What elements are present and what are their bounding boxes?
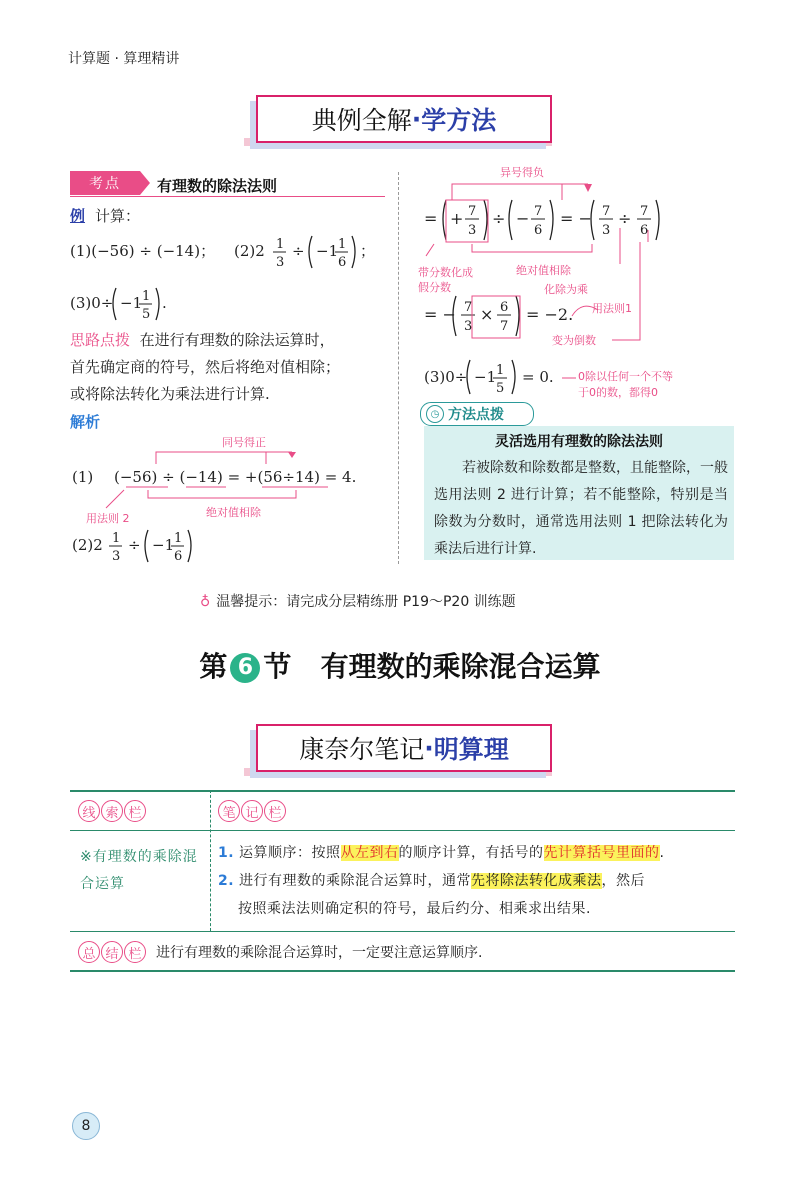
note-mixed-1: 带分数化成 <box>418 266 473 279</box>
note-item-2 <box>218 870 645 890</box>
step2-label: (2)2 <box>72 536 103 554</box>
arrow-mixed <box>426 244 434 256</box>
item2-highlight: 先将除法转化成乘法 <box>471 873 602 889</box>
s3-paren-left <box>467 360 470 394</box>
note-abs-divide: 绝对值相除 <box>206 506 261 519</box>
l1-minus: − <box>516 209 530 228</box>
clue-column-label <box>78 800 147 822</box>
l1-div2: ÷ <box>618 209 632 228</box>
bracket-abs <box>472 244 592 252</box>
q2-frac-b-num: 1 <box>338 237 347 252</box>
s3-frac-num: 1 <box>496 363 505 378</box>
l1-paren1-right <box>484 200 487 240</box>
f4-num: 7 <box>640 204 649 219</box>
note-label-char: 笔 <box>218 800 240 822</box>
step1-label: (1) <box>72 468 94 486</box>
s2-paren-left <box>145 530 148 562</box>
summary-label-char: 结 <box>101 941 123 963</box>
analysis-label: 解析 <box>70 413 101 431</box>
step1-expr: (−56) ÷ (−14) = +(56÷14) = 4. <box>114 468 357 486</box>
question-3-label: (3)0÷ <box>70 294 114 312</box>
s2-frac-a-den: 3 <box>112 549 121 564</box>
question-2-label: (2)2 <box>234 242 265 260</box>
method-body: 若被除数和除数都是整数，且能整除，一般选用法则 2 进行计算；若不能整除，特别是当除数为分数时，通常选用法则 1 把除法转化为乘法后进行计算. <box>434 460 728 557</box>
thinking-text-3: 或将除法转化为乘法进行计算. <box>70 385 270 403</box>
q2-frac-a-num: 1 <box>276 237 285 252</box>
s3-paren-right <box>512 360 515 394</box>
f3-den: 3 <box>602 223 611 238</box>
banner-title-right: 学方法 <box>421 106 497 135</box>
banner2-title-dot: · <box>424 733 434 763</box>
f6-den: 7 <box>500 319 509 334</box>
note-label-char: 栏 <box>264 800 286 822</box>
s2-frac-a-num: 1 <box>112 531 121 546</box>
s2-frac-b-den: 6 <box>174 549 183 564</box>
note-column-label <box>218 800 287 822</box>
bracket-same-sign <box>156 452 266 464</box>
arrow-diff-sign-head <box>584 184 592 192</box>
running-header: 计算题 · 算理精讲 <box>68 51 180 67</box>
line2-result: = −2. <box>526 305 574 324</box>
section-name: 有理数的乘除混合运算 <box>320 650 601 683</box>
q3-end: . <box>162 294 167 312</box>
summary-column-label <box>78 941 147 963</box>
f6-num: 6 <box>500 300 509 315</box>
example-prompt: 计算： <box>95 207 141 225</box>
s3-frac-den: 5 <box>496 381 505 396</box>
page-number: 8 <box>72 1112 100 1140</box>
item1-highlight-2: 先计算括号里面的 <box>543 845 660 861</box>
method-title: 灵活选用有理数的除法法则 <box>495 434 663 450</box>
s2-frac-b-num: 1 <box>174 531 183 546</box>
notes-border-header <box>70 830 735 831</box>
l1-eq2: = − <box>560 209 592 228</box>
item1-text-c: . <box>659 845 665 861</box>
example-questions <box>66 226 396 326</box>
f1-den: 3 <box>468 223 477 238</box>
example-tag: 例 <box>70 207 86 225</box>
q3-neg: −1 <box>120 294 143 312</box>
section-banner-notes <box>256 724 552 772</box>
method-tag <box>420 402 534 426</box>
summary-label-char: 栏 <box>124 941 146 963</box>
f5-den: 3 <box>464 319 473 334</box>
note-item-2-cont: 按照乘法法则确定积的符号，最后约分、相乘求出结果. <box>238 901 591 917</box>
summary-label-char: 总 <box>78 941 100 963</box>
banner2-title-left: 康奈尔笔记 <box>299 735 425 764</box>
thinking-block <box>70 327 390 408</box>
method-tag-label: 方法点拨 <box>448 407 504 423</box>
reminder-text: 温馨提示：请完成分层精练册 P19～P20 训练题 <box>216 594 516 610</box>
thinking-label: 思路点拨 <box>70 331 131 349</box>
note-zero-2: 于0的数，都得0 <box>578 386 658 399</box>
bracket-abs-divide <box>148 490 296 498</box>
notes-border-summary <box>70 931 735 932</box>
notes-column-divider <box>210 790 211 931</box>
thinking-text-2: 首先确定商的符号，然后将绝对值相除； <box>70 358 341 376</box>
q3-frac-den: 5 <box>142 307 151 322</box>
thinking-text-1: 在进行有理数的除法运算时， <box>139 331 335 349</box>
item1-number: 1. <box>218 845 235 861</box>
section-number: 6 <box>230 653 260 683</box>
derivation-step-2 <box>412 160 742 400</box>
q3-paren-right <box>156 288 159 320</box>
item1-text-a: 运算顺序：按照 <box>239 845 341 861</box>
s3-neg: −1 <box>474 368 497 386</box>
l2-times: × <box>480 305 494 324</box>
analysis-step-1 <box>66 432 396 567</box>
note-label-char: 记 <box>241 800 263 822</box>
question-1: (1)(−56) ÷ (−14)； <box>70 242 216 260</box>
clue-label-char: 线 <box>78 800 100 822</box>
note-zero-1: 0除以任何一个不等 <box>578 370 673 383</box>
section-prefix: 第 <box>199 650 228 683</box>
s2-divide: ÷ <box>128 536 141 554</box>
arrow-same-sign-head <box>288 452 296 458</box>
q2-end: ； <box>360 242 376 260</box>
arrow-rule2 <box>106 490 124 508</box>
note-mixed-2: 假分数 <box>418 281 451 294</box>
banner-title-left: 典例全解 <box>311 106 412 135</box>
f3-num: 7 <box>602 204 611 219</box>
item1-text-b: 的顺序计算，有括号的 <box>398 845 544 861</box>
q2-paren-right <box>352 236 355 268</box>
q2-neg: −1 <box>316 242 339 260</box>
summary-text: 进行有理数的乘除混合运算时，一定要注意运算顺序. <box>156 945 483 961</box>
note-recip: 变为倒数 <box>552 334 596 347</box>
line-reciprocal <box>612 242 640 340</box>
kaodian-tag-tail <box>140 171 150 195</box>
note-diff-sign: 异号得负 <box>500 166 544 179</box>
line1-eq: = <box>424 209 438 228</box>
l1-paren2-left <box>509 200 512 240</box>
l2-paren-right <box>516 296 519 336</box>
item2-text-b: ，然后 <box>601 873 646 889</box>
section-banner-examples <box>256 95 552 143</box>
reminder-tip <box>200 591 516 611</box>
clue-text: ※有理数的乘除混合运算 <box>80 849 198 892</box>
s3-label: (3)0÷ <box>424 368 468 386</box>
note-rule2: 用法则 2 <box>86 512 130 525</box>
bell-icon: ♁ <box>200 594 211 610</box>
l1-div: ÷ <box>492 209 506 228</box>
s2-neg: −1 <box>152 536 175 554</box>
f4-den: 6 <box>640 223 649 238</box>
q3-frac-num: 1 <box>142 289 151 304</box>
banner2-title-right: 明算理 <box>433 735 509 764</box>
note-mul: 化除为乘 <box>544 283 588 296</box>
q2-frac-b-den: 6 <box>338 255 347 270</box>
kaodian-underline <box>70 196 385 197</box>
item2-text-a: 进行有理数的乘除混合运算时，通常 <box>239 873 472 889</box>
f2-num: 7 <box>534 204 543 219</box>
column-divider <box>398 172 399 564</box>
note-same-sign: 同号得正 <box>222 436 266 449</box>
q2-frac-a-den: 3 <box>276 255 285 270</box>
item1-highlight-1: 从左到右 <box>340 845 399 861</box>
bracket-diff-sign <box>452 184 562 200</box>
note-rule1: 用法则1 <box>592 302 632 315</box>
clue-label-char: 索 <box>101 800 123 822</box>
section-title <box>0 645 800 685</box>
line2-eq: = − <box>424 305 456 324</box>
q3-paren-left <box>113 288 116 320</box>
section-suffix: 节 <box>263 650 292 683</box>
notes-border-bottom <box>70 970 735 972</box>
notes-border-top <box>70 790 735 792</box>
f5-num: 7 <box>464 300 473 315</box>
banner-title-dot: · <box>411 104 422 134</box>
stopwatch-icon: ◷ <box>426 405 444 423</box>
q2-divide: ÷ <box>292 242 305 260</box>
clue-label-char: 栏 <box>124 800 146 822</box>
q2-paren-left <box>309 236 312 268</box>
f1-num: 7 <box>468 204 477 219</box>
note-abs: 绝对值相除 <box>516 264 571 277</box>
item2-number: 2. <box>218 873 235 889</box>
s3-result: = 0. <box>522 368 554 386</box>
kaodian-title: 有理数的除法法则 <box>157 177 278 195</box>
l1-paren3-right <box>656 200 659 240</box>
l1-paren2-right <box>550 200 553 240</box>
s2-paren-right <box>188 530 191 562</box>
kaodian-tag: 考点 <box>70 171 140 195</box>
f2-den: 6 <box>534 223 543 238</box>
l1-plus: + <box>450 209 464 228</box>
note-item-1 <box>218 842 664 862</box>
l1-paren3-left <box>591 200 594 240</box>
